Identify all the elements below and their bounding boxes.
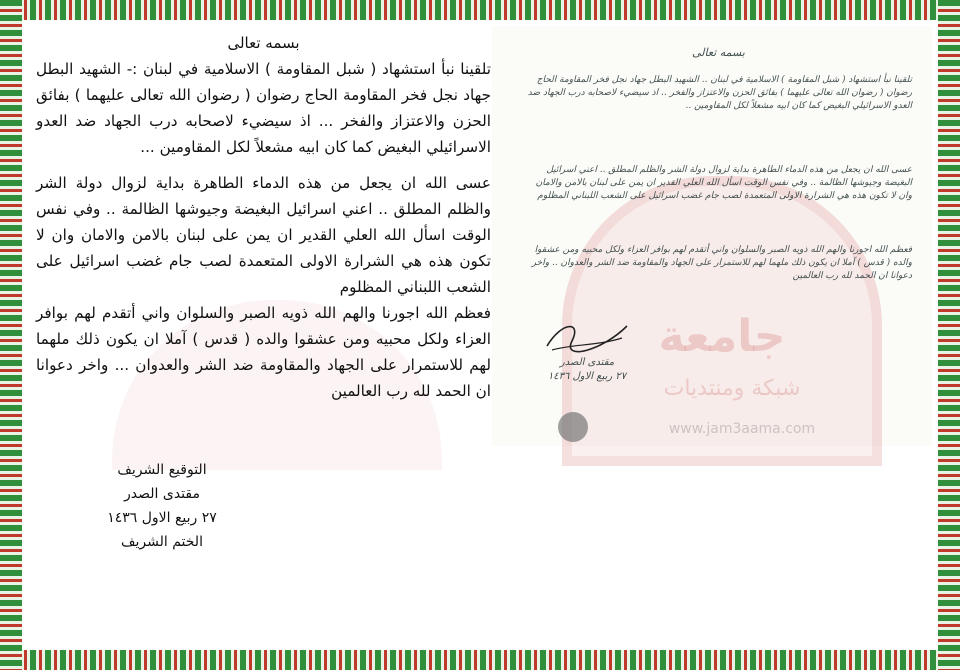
seal-label: الختم الشريف (121, 534, 203, 550)
watermark-subtitle: شبكة ومنتديات (663, 376, 801, 401)
handwritten-signer-name: مقتدى الصدر (559, 357, 615, 368)
decorative-border-right (938, 0, 960, 670)
typed-paragraph-2: عسى الله ان يجعل من هذه الدماء الطاهرة بداية لزوال دولة الشر والظلم المطلق .. اعني اسرائيل البغيضة وجيوشها الظالمة .. وفي نفس الوقت اسأل الله العلي القدير ان يمن على لبنان بالامن والامان وان لا تكون هذه هي الشرارة الاولى المتعمدة لصب جام غضب اسرائيل على الشعب اللبناني المظلوم (36, 174, 491, 296)
handwritten-signer (542, 356, 632, 384)
handwritten-title: بسمه تعالى (692, 46, 745, 59)
typed-paragraph-3: فعظم الله اجورنا والهم الله ذويه الصبر والسلوان واني أتقدم لهم بوافر العزاء ولكل محبيه ومن عشقوا والده ( قدس ) آملا ان يكون ذلك ملهما لهم للاستمرار على الجهاد والمقاومة ضد الشر والعدوان ... واخر دعوانا ان الحمد لله رب العالمين (36, 304, 491, 400)
handwritten-paragraph-1: تلقينا نبأ استشهاد ( شبل المقاومة ) الاسلامية في لبنان .. الشهيد البطل جهاد نجل فخر المقاومة الحاج رضوان ( رضوان الله تعالى عليهما ) بفائق الحزن والاعتزاز والفخر .. اذ سيضيء لاصحابه درب الجهاد ضد العدو الاسرائيلي البغيض كما كان ابيه مشعلاً لكل المقاومين .. (527, 75, 912, 111)
handwritten-signer-date: ٢٧ ربيع الاول ١٤٣٦ (547, 371, 627, 382)
handwritten-paragraph-2: عسى الله ان يجعل من هذه الدماء الطاهرة بداية لزوال دولة الشر والظلم المطلق .. اعني اسرائيل البغيضة وجيوشها الظالمة .. وفي نفس الوقت اسأل الله العلي القدير ان يمن على لبنان بالامن والامان وان لا تكون هذه هي الشرارة الاولى المتعمدة لصب جام غضب اسرائيل على الشعب اللبناني المظلوم (535, 165, 912, 201)
handwritten-letter-scan (492, 26, 932, 446)
decorative-border-bottom (0, 650, 960, 670)
signature-block (82, 458, 242, 554)
seal-stamp (558, 412, 588, 442)
watermark-logo-text: جامعة (658, 311, 786, 362)
handwritten-paragraph-3: فعظم الله اجورنا والهم الله ذويه الصبر والسلوان واني أتقدم لهم بوافر العزاء ولكل محبيه ومن عشقوا والده ( قدس ) آملا ان يكون ذلك ملهما لهم للاستمرار على الجهاد والمقاومة ضد الشر والعدوان .. واخر دعوانا ان الحمد لله رب العالمين (531, 245, 912, 281)
typed-paragraph-1: تلقينا نبأ استشهاد ( شبل المقاومة ) الاسلامية في لبنان :- الشهيد البطل جهاد نجل فخر المقاومة الحاج رضوان ( رضوان الله تعالى عليهما ) بفائق الحزن والاعتزاز والفخر ... اذ سيضيء لاصحابه درب الجهاد ضد العدو الاسرائيلي البغيض كما كان ابيه مشعلاً لكل المقاومين ... (36, 60, 491, 156)
signature-label: التوقيع الشريف (117, 462, 207, 478)
watermark-url: www.jam3aama.com (668, 421, 816, 437)
letter-page (22, 20, 938, 650)
decorative-border-left (0, 0, 22, 670)
typed-title: بسمه تعالى (227, 34, 300, 52)
typed-transcription (36, 30, 491, 404)
signer-name: مقتدى الصدر (124, 486, 200, 502)
decorative-border-top (0, 0, 960, 20)
signature-date: ٢٧ ربيع الاول ١٤٣٦ (107, 510, 217, 526)
signature-scribble (542, 316, 632, 356)
